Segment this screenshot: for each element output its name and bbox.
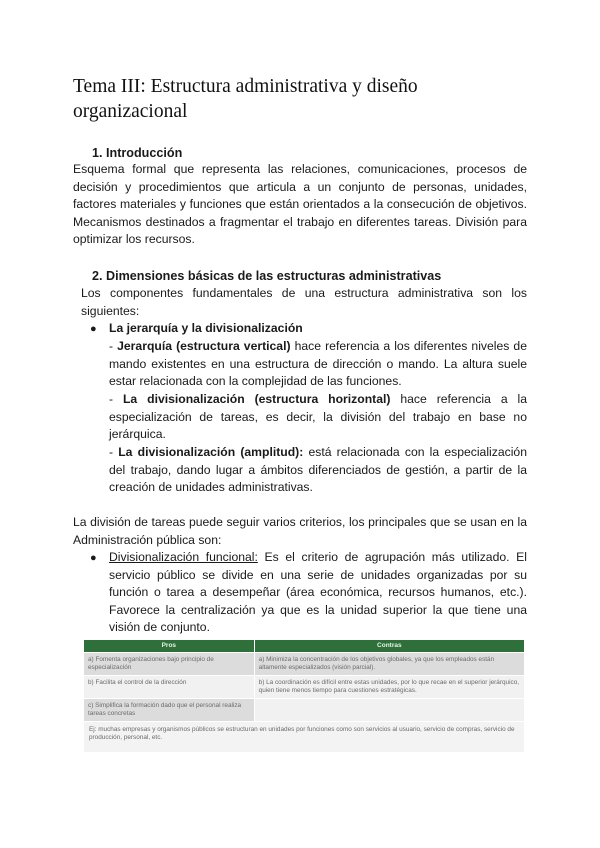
table-row — [84, 722, 525, 753]
bullet-jerarquia-title: La jerarquía y la divisionalización — [109, 321, 303, 335]
term-divisionalizacion-horizontal: La divisionalización (estructura horizontal) — [122, 392, 391, 406]
term-divisionalizacion-funcional: Divisionalización funcional: — [109, 550, 258, 564]
text-line: optimizar los recursos. — [73, 232, 195, 247]
dimensiones-intro — [81, 285, 527, 320]
document-title — [73, 74, 527, 124]
text-line: especialización de tareas, es decir, la división del trabajo en base no — [109, 409, 527, 424]
term-divisionalizacion-amplitud: La divisionalización (amplitud): — [118, 445, 304, 459]
table-cell-pro: b) Facilita el control de la dirección — [84, 676, 255, 699]
text-line: Mecanismos destinados a fragmentar el trabajo en diferentes tareas. División para — [73, 214, 527, 229]
table-footer-example: Ej: muchas empresas y organismos públicos se estructuran en unidades por funciones como son servicios al usuario, servicio de compras, servicio de producción, personal, etc. — [84, 722, 525, 753]
dash: - — [109, 392, 123, 406]
text-line: siguientes: — [81, 303, 140, 318]
table-row — [84, 653, 525, 676]
text-line: creación de unidades administrativas. — [109, 480, 313, 495]
table-cell-pro: a) Fomenta organizaciones bajo principio de especialización — [84, 653, 255, 676]
dash: - — [109, 445, 119, 459]
title-line-2: organizacional — [73, 101, 188, 122]
divisionalizacion-horizontal-paragraph — [109, 391, 527, 444]
table-cell-contra: a) Minimiza la concentración de los objetivos globales, ya que los empleados están altamente especializados (visión parcial). — [254, 653, 524, 676]
title-line-1: Tema III: Estructura administrativa y diseño — [73, 76, 418, 97]
criterios-paragraph — [73, 514, 527, 549]
text-line: Administración pública son: — [73, 532, 222, 547]
text-line: mando existentes en una estructura de dirección o mando. La altura suele — [109, 356, 527, 371]
text-line: servicio público se divide en una serie de unidades organizadas por su — [109, 567, 527, 582]
dash: - — [109, 339, 118, 353]
table-cell-contra: b) La coordinación es difícil entre estas unidades, por lo que recae en el superior jerárquico, quien tiene menos tiempo para cuestiones estratégicas. — [254, 676, 524, 699]
text-line: decisión y procedimientos que articula a un conjunto de personas, unidades, — [73, 179, 527, 194]
term-jerarquia: Jerarquía (estructura vertical) — [117, 339, 291, 353]
text-line: Favorece la centralización ya que es la unidad superior la que tiene una — [109, 602, 527, 617]
section-heading-dimensiones: 2. Dimensiones básicas de las estructuras administrativas — [92, 269, 442, 283]
text-line: estar relacionada con la complejidad de las funciones. — [109, 374, 402, 389]
bullet-icon: ● — [90, 323, 97, 335]
text-line: factores materiales y funciones que están orientados a la consecución de objetivos. — [73, 197, 527, 212]
divisionalizacion-funcional-paragraph — [109, 549, 527, 637]
section-heading-introduccion: 1. Introducción — [92, 146, 183, 160]
table-row — [84, 676, 525, 699]
text-fragment: hace referencia a la — [390, 392, 527, 406]
text-fragment: hace referencia a los diferentes niveles de — [290, 339, 527, 353]
intro-paragraph — [73, 161, 527, 249]
bullet-icon: ● — [90, 552, 97, 564]
divisionalizacion-amplitud-paragraph — [109, 444, 527, 497]
text-line: jerárquica. — [109, 427, 166, 442]
text-line: visión de conjunto. — [109, 620, 210, 635]
text-line: Esquema formal que representa las relaciones, comunicaciones, procesos de — [73, 162, 527, 176]
text-line: Los componentes fundamentales de una estructura administrativa son los — [81, 286, 527, 300]
text-fragment: Es el criterio de agrupación más utilizado. El — [257, 550, 527, 564]
jerarquia-paragraph — [109, 338, 527, 391]
column-header-contras: Contras — [254, 640, 524, 653]
table-row — [84, 699, 525, 722]
text-line: función o tarea a desempeñar (área económica, recursos humanos, etc.). — [109, 585, 527, 600]
text-line: La división de tareas puede seguir varios criterios, los principales que se usan en la — [73, 515, 527, 529]
text-fragment: está relacionada con la especialización — [303, 445, 527, 459]
table-cell-contra — [254, 699, 524, 722]
pros-contras-table — [83, 639, 525, 753]
text-line: del trabajo, dando lugar a ámbitos diferenciados de gestión, a partir de la — [109, 462, 527, 477]
column-header-pros: Pros — [84, 640, 255, 653]
table-cell-pro: c) Simplifica la formación dado que el personal realiza tareas concretas — [84, 699, 255, 722]
